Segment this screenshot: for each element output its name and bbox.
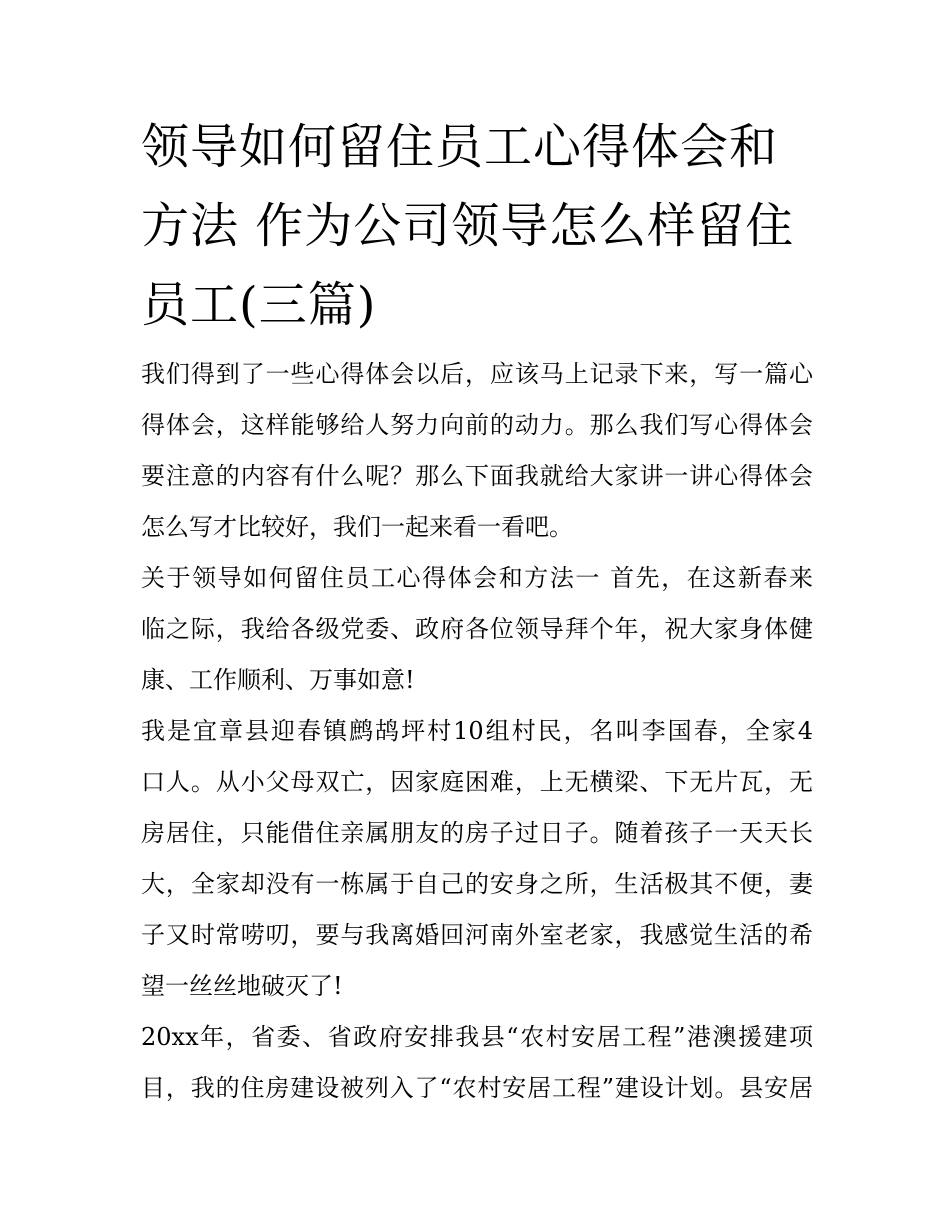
paragraph-personal-story bbox=[141, 706, 813, 1012]
paragraph-line: 望一丝丝地破灭了! bbox=[141, 972, 343, 1000]
title-line: 领导如何留住员工心得体会和 bbox=[141, 119, 779, 175]
paragraph-line: 怎么写才比较好，我们一起来看一看吧。 bbox=[141, 513, 573, 541]
document-body bbox=[141, 349, 813, 1114]
paragraph-intro bbox=[141, 349, 813, 553]
paragraph-line: 20xx年，省委、省政府安排我县“农村安居工程”港澳援建项 bbox=[141, 1023, 813, 1051]
paragraph-line: 康、工作顺利、万事如意! bbox=[141, 666, 415, 694]
paragraph-line: 我们得到了一些心得体会以后，应该马上记录下来，写一篇心 bbox=[141, 360, 813, 388]
paragraph-line: 目，我的住房建设被列入了“农村安居工程”建设计划。县安居 bbox=[141, 1074, 813, 1102]
document-page bbox=[141, 108, 813, 1114]
paragraph-line: 临之际，我给各级党委、政府各位领导拜个年，祝大家身体健 bbox=[141, 615, 813, 643]
title-line: 员工(三篇) bbox=[141, 277, 377, 333]
paragraph-line: 口人。从小父母双亡，因家庭困难，上无横梁、下无片瓦，无 bbox=[141, 768, 813, 796]
paragraph-line: 得体会，这样能够给人努力向前的动力。那么我们写心得体会 bbox=[141, 411, 813, 439]
paragraph-section-one bbox=[141, 553, 813, 706]
paragraph-housing-project bbox=[141, 1012, 813, 1114]
paragraph-line: 子又时常唠叨，要与我离婚回河南外室老家，我感觉生活的希 bbox=[141, 921, 813, 949]
paragraph-line: 要注意的内容有什么呢？那么下面我就给大家讲一讲心得体会 bbox=[141, 462, 813, 490]
title-line: 方法 作为公司领导怎么样留住 bbox=[141, 198, 795, 254]
paragraph-line: 关于领导如何留住员工心得体会和方法一 首先，在这新春来 bbox=[141, 564, 813, 592]
paragraph-line: 房居住，只能借住亲属朋友的房子过日子。随着孩子一天天长 bbox=[141, 819, 813, 847]
paragraph-line: 大，全家却没有一栋属于自己的安身之所，生活极其不便，妻 bbox=[141, 870, 813, 898]
document-title bbox=[141, 108, 813, 345]
paragraph-line: 我是宜章县迎春镇鹧鸪坪村10组村民，名叫李国春，全家4 bbox=[141, 717, 813, 745]
